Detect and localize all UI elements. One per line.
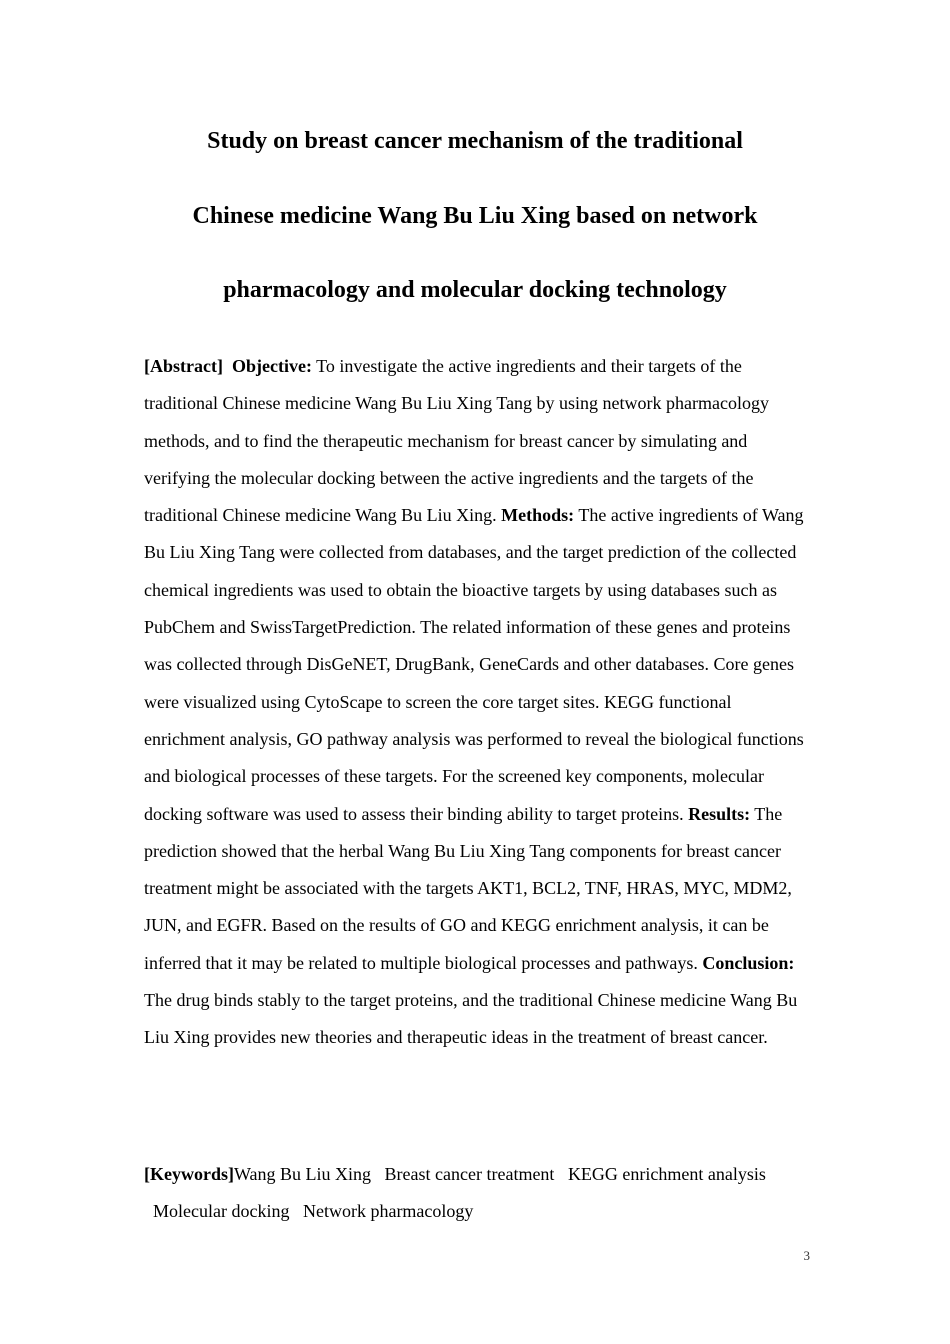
abstract-paragraph <box>144 348 810 1057</box>
conclusion-label: Conclusion: <box>702 952 795 973</box>
conclusion-text: The drug binds stably to the target proteins, and the traditional Chinese medicine Wang Bu Liu Xing provides new theories and therapeutic ideas in the treatment of breast cancer. <box>144 990 798 1048</box>
objective-text: To investigate the active ingredients and their targets of the traditional Chinese medicine Wang Bu Liu Xing Tang by using network pharmacology methods, and to find the therapeutic mechanism for breast cancer by simulating and verifying the molecular docking between the active ingredients and the targets of the traditional Chinese medicine Wang Bu Liu Xing. <box>144 356 770 526</box>
title-line-3: pharmacology and molecular docking technology <box>223 277 727 303</box>
results-text: The prediction showed that the herbal Wang Bu Liu Xing Tang components for breast cancer treatment might be associated with the targets AKT1, BCL2, TNF, HRAS, MYC, MDM2, JUN, and EGFR. Based on the results of GO and KEGG enrichment analysis, it can be inferred that it may be related to multiple biological processes and pathways. <box>144 803 792 973</box>
title-line-1: Study on breast cancer mechanism of the traditional <box>207 128 743 154</box>
methods-label: Methods: <box>501 505 575 526</box>
title-line-2: Chinese medicine Wang Bu Liu Xing based on network <box>192 202 758 229</box>
keywords-paragraph <box>144 1156 810 1231</box>
page-number: 3 <box>803 1248 810 1263</box>
results-label: Results: <box>688 803 751 824</box>
abstract-label: [Abstract] <box>144 356 223 376</box>
paper-title <box>150 104 800 328</box>
keyword-item: Breast cancer treatment <box>384 1164 555 1184</box>
keyword-item: Molecular docking <box>153 1201 290 1222</box>
keyword-item: Wang Bu Liu Xing <box>233 1164 372 1184</box>
methods-text: The active ingredients of Wang Bu Liu Xing Tang were collected from databases, and the target prediction of the collected chemical ingredients was used to obtain the bioactive targets by using databases such as PubChem and SwissTargetPrediction. The related information of these genes and proteins was collected through DisGeNET, DrugBank, GeneCards and other databases. Core genes were visualized using CytoScape to screen the core target sites. KEGG functional enrichment analysis, GO pathway analysis was performed to reveal the biological functions and biological processes of these targets. For the screened key components, molecular docking software was used to assess their binding ability to target proteins. <box>144 505 804 824</box>
objective-label: Objective: <box>231 356 312 376</box>
keyword-item: KEGG enrichment analysis <box>567 1164 766 1184</box>
keyword-item: Network pharmacology <box>302 1201 474 1222</box>
keywords-label: [Keywords] <box>144 1164 234 1184</box>
